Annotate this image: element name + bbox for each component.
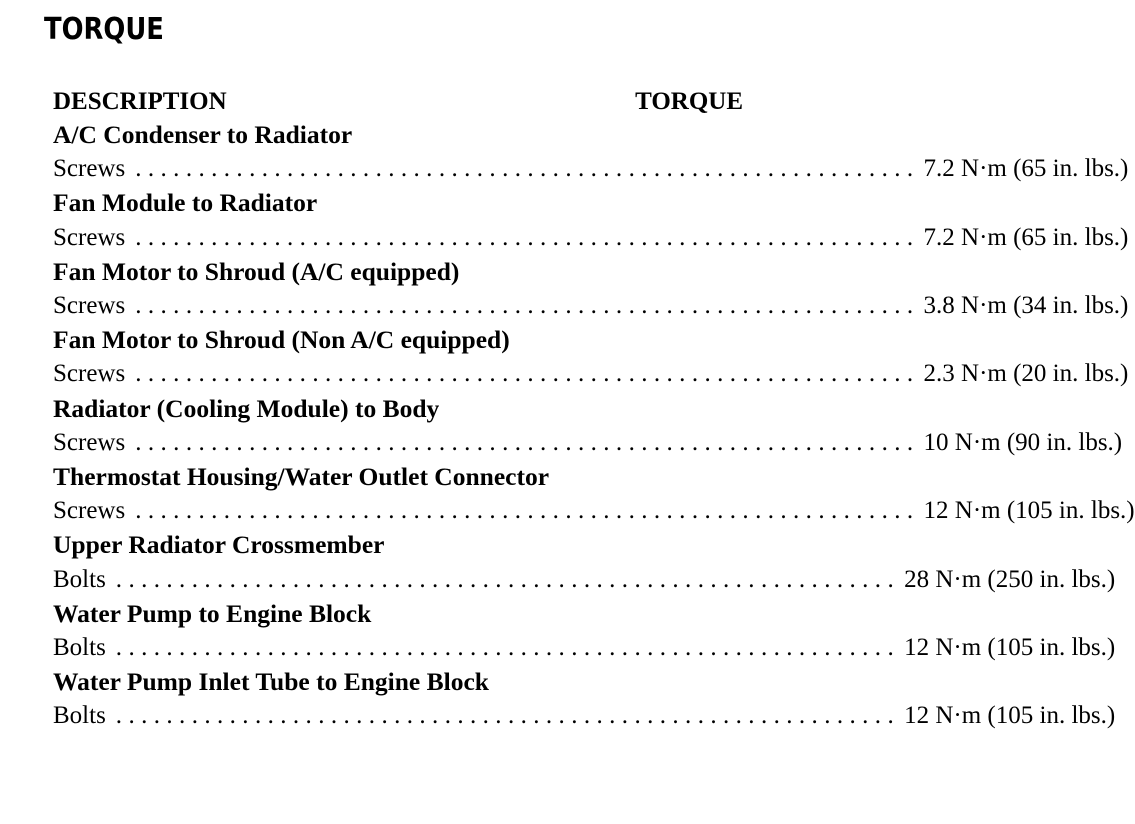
table-item bbox=[53, 528, 1116, 596]
item-row bbox=[53, 631, 1116, 665]
table-item bbox=[53, 118, 1129, 186]
fastener-label: Bolts bbox=[53, 702, 106, 730]
torque-value: 28 N·m (250 in. lbs.) bbox=[904, 565, 1116, 593]
dot-leader: .............................................................. bbox=[135, 360, 920, 388]
torque-value: 3.8 N·m (34 in. lbs.) bbox=[923, 292, 1129, 320]
torque-column-header: TORQUE bbox=[635, 88, 743, 115]
table-item bbox=[53, 392, 1123, 460]
item-heading: A/C Condenser to Radiator bbox=[53, 120, 353, 149]
torque-table bbox=[53, 84, 1135, 734]
dot-leader: .............................................................. bbox=[135, 223, 920, 251]
item-heading: Radiator (Cooling Module) to Body bbox=[53, 393, 440, 423]
dot-leader: .............................................................. bbox=[115, 702, 901, 730]
dot-leader: .............................................................. bbox=[135, 292, 920, 320]
torque-value: 7.2 N·m (65 in. lbs.) bbox=[923, 155, 1129, 183]
fastener-label: Bolts bbox=[53, 565, 106, 593]
item-heading: Fan Motor to Shroud (A/C equipped) bbox=[53, 256, 460, 286]
fastener-label: Bolts bbox=[53, 634, 106, 662]
table-item bbox=[53, 186, 1129, 254]
torque-value: 12 N·m (105 in. lbs.) bbox=[904, 634, 1116, 662]
item-row bbox=[53, 357, 1129, 391]
dot-leader: .............................................................. bbox=[135, 428, 920, 456]
table-item bbox=[53, 460, 1135, 528]
item-heading: Water Pump to Engine Block bbox=[53, 598, 372, 628]
fastener-label: Screws bbox=[53, 223, 126, 251]
item-heading: Thermostat Housing/Water Outlet Connector bbox=[53, 462, 550, 492]
torque-value: 7.2 N·m (65 in. lbs.) bbox=[923, 223, 1129, 251]
table-item bbox=[53, 597, 1116, 665]
table-item bbox=[53, 665, 1116, 733]
item-row bbox=[53, 494, 1135, 528]
dot-leader: .............................................................. bbox=[135, 155, 920, 183]
fastener-label: Screws bbox=[53, 360, 126, 388]
table-item bbox=[53, 323, 1129, 391]
description-column-header: DESCRIPTION bbox=[53, 88, 227, 115]
table-item bbox=[53, 255, 1129, 323]
fastener-label: Screws bbox=[53, 292, 126, 320]
item-row bbox=[53, 699, 1116, 733]
item-row bbox=[53, 426, 1123, 460]
torque-value: 10 N·m (90 in. lbs.) bbox=[923, 428, 1123, 456]
fastener-label: Screws bbox=[53, 497, 126, 525]
item-row bbox=[53, 221, 1129, 255]
item-row bbox=[53, 563, 1116, 597]
item-heading: Fan Motor to Shroud (Non A/C equipped) bbox=[53, 325, 510, 355]
fastener-label: Screws bbox=[53, 428, 126, 456]
dot-leader: .............................................................. bbox=[135, 497, 920, 525]
dot-leader: .............................................................. bbox=[115, 565, 901, 593]
item-heading: Upper Radiator Crossmember bbox=[53, 530, 385, 560]
item-row bbox=[53, 152, 1129, 186]
fastener-label: Screws bbox=[53, 155, 126, 183]
table-header bbox=[53, 84, 743, 118]
item-heading: Fan Module to Radiator bbox=[53, 188, 318, 218]
torque-value: 2.3 N·m (20 in. lbs.) bbox=[923, 360, 1129, 388]
page-title: TORQUE bbox=[44, 12, 164, 47]
torque-value: 12 N·m (105 in. lbs.) bbox=[923, 497, 1135, 525]
torque-value: 12 N·m (105 in. lbs.) bbox=[904, 702, 1116, 730]
item-row bbox=[53, 289, 1129, 323]
dot-leader: .............................................................. bbox=[115, 634, 901, 662]
item-heading: Water Pump Inlet Tube to Engine Block bbox=[53, 667, 489, 697]
